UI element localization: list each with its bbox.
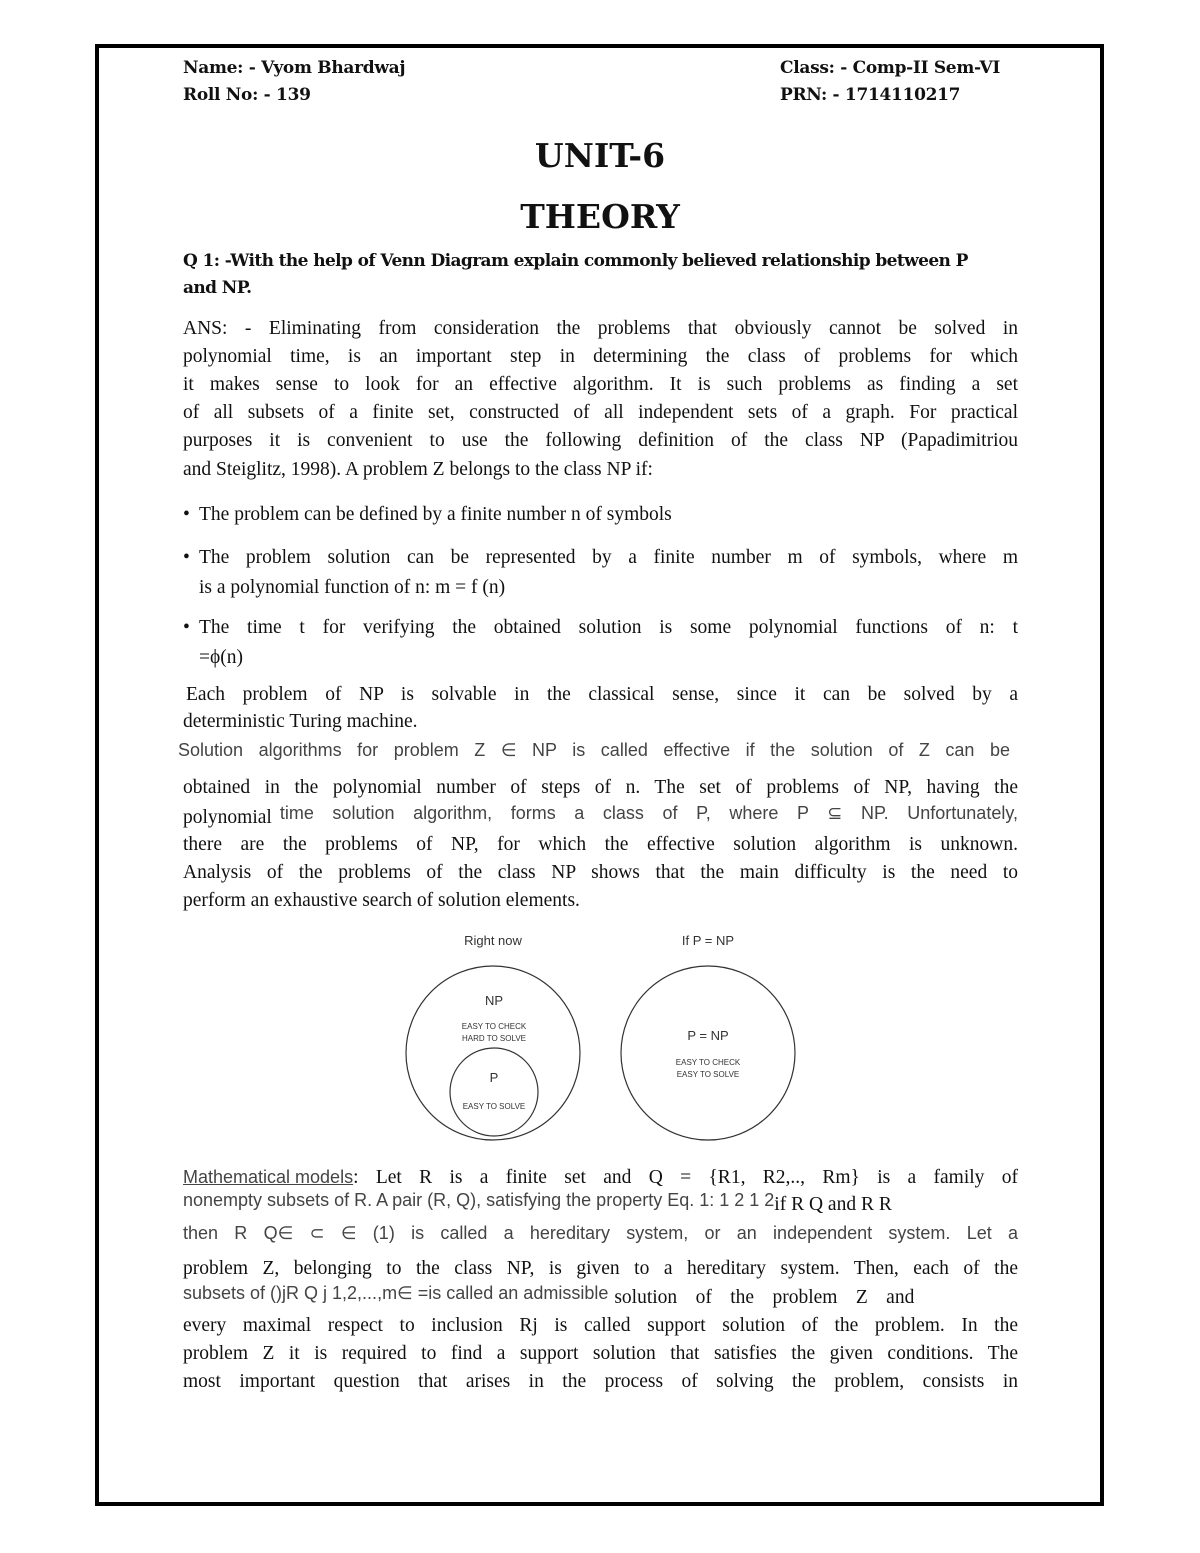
- bullet-icon: •: [183, 547, 190, 568]
- paragraph-line: [183, 1167, 1018, 1189]
- paragraph-fragment: solution of the problem Z and: [614, 1287, 915, 1308]
- p-equals-np-circle: [621, 966, 795, 1140]
- p-equals-np-label: P = NP: [687, 1028, 729, 1043]
- bullet-text: The time t for verifying the obtained solution is some polynomial functions of n: t: [199, 617, 1018, 638]
- paragraph-line: problem Z it is required to find a support solution that satisfies the given conditions. The: [183, 1343, 1018, 1364]
- paragraph-fragment: : Let R is a finite set and Q = {R1, R2,.., Rm} is a family of: [353, 1167, 1018, 1188]
- mathematical-models-heading: Mathematical models: [183, 1167, 354, 1187]
- answer-line: polynomial time, is an important step in determining the class of problems for which: [183, 346, 1018, 367]
- answer-line: and Steiglitz, 1998). A problem Z belongs to the class NP if:: [183, 459, 653, 480]
- p-circle: [450, 1048, 538, 1136]
- np-description: HARD TO SOLVE: [461, 1034, 527, 1043]
- student-name: Name: - Vyom Bhardwaj: [183, 58, 406, 78]
- answer-line: it makes sense to look for an effective algorithm. It is such problems as finding a set: [183, 374, 1018, 395]
- bullet-item: [183, 500, 1018, 530]
- paragraph-fragment: time solution algorithm, forms a class of P, where P ⊆ NP. Unfortunately,: [279, 803, 1018, 823]
- paragraph-fragment: polynomial: [183, 807, 272, 828]
- bullet-text: =ϕ(n): [199, 647, 243, 668]
- paragraph-line: every maximal respect to inclusion Rj is called support solution of the problem. In the: [183, 1315, 1018, 1336]
- answer-line: of all subsets of a finite set, constructed of all independent sets of a graph. For practical: [183, 402, 1018, 423]
- answer-line: purposes it is convenient to use the following definition of the class NP (Papadimitriou: [183, 430, 1018, 451]
- bullet-icon: •: [183, 504, 190, 525]
- paragraph-fragment: if R Q and R R: [774, 1194, 892, 1215]
- p-description: EASY TO SOLVE: [462, 1102, 526, 1111]
- class-info: Class: - Comp-II Sem-VI: [780, 58, 1001, 78]
- unit-title: UNIT-6: [534, 136, 666, 175]
- section-title: THEORY: [520, 197, 680, 236]
- prn-number: PRN: - 1714110217: [780, 85, 961, 105]
- paragraph-line: Solution algorithms for problem Z ∈ NP is called effective if the solution of Z can be: [178, 740, 1010, 760]
- paragraph-line: deterministic Turing machine.: [183, 711, 418, 732]
- paragraph-fragment: subsets of ()jR Q j 1,2,...,m∈ =is called an admissible: [183, 1283, 609, 1303]
- paragraph-line: [183, 803, 1018, 828]
- question-1: [183, 248, 1018, 302]
- question-line: and NP.: [183, 278, 252, 298]
- paragraph-line: Each problem of NP is solvable in the classical sense, since it can be solved by a: [186, 684, 1018, 705]
- paragraph-line: there are the problems of NP, for which the effective solution algorithm is unknown.: [183, 834, 1018, 855]
- bullet-icon: •: [183, 617, 190, 638]
- paragraph-line: most important question that arises in the process of solving the problem, consists in: [183, 1371, 1018, 1392]
- np-label: NP: [484, 993, 504, 1008]
- np-description: EASY TO CHECK: [461, 1022, 527, 1031]
- paragraph-line: perform an exhaustive search of solution elements.: [183, 890, 580, 911]
- question-line: Q 1: -With the help of Venn Diagram explain commonly believed relationship between P: [183, 251, 968, 271]
- bullet-text: The problem can be defined by a finite number n of symbols: [199, 504, 672, 525]
- paragraph-line: then R Q∈ ⊂ ∈ (1) is called a hereditary system, or an independent system. Let a: [183, 1223, 1018, 1243]
- answer-line: ANS: - Eliminating from consideration the problems that obviously cannot be solved in: [183, 318, 1018, 339]
- paragraph-line: Analysis of the problems of the class NP shows that the main difficulty is the need to: [183, 862, 1018, 883]
- paragraph-line: [183, 1283, 1018, 1308]
- p-label: P: [489, 1070, 499, 1085]
- roll-number: Roll No: - 139: [183, 85, 311, 105]
- bullet-text: is a polynomial function of n: m = f (n): [199, 577, 506, 598]
- paragraph-line: obtained in the polynomial number of steps of n. The set of problems of NP, having the: [183, 777, 1018, 798]
- venn-diagram-figure: [390, 925, 810, 1145]
- p-equals-np-description: EASY TO SOLVE: [676, 1070, 740, 1079]
- p-equals-np-description: EASY TO CHECK: [675, 1058, 741, 1067]
- bullet-item: [183, 543, 1018, 603]
- paragraph-fragment: nonempty subsets of R. A pair (R, Q), satisfying the property Eq. 1: 1 2 1 2: [183, 1190, 775, 1210]
- paragraph-line: problem Z, belonging to the class NP, is given to a hereditary system. Then, each of the: [183, 1258, 1018, 1279]
- paragraph-line: [183, 1190, 1018, 1215]
- right-diagram-title: If P = NP: [681, 933, 735, 948]
- bullet-text: The problem solution can be represented by a finite number m of symbols, where m: [199, 547, 1018, 568]
- bullet-item: [183, 613, 1018, 673]
- left-diagram-title: Right now: [464, 933, 522, 948]
